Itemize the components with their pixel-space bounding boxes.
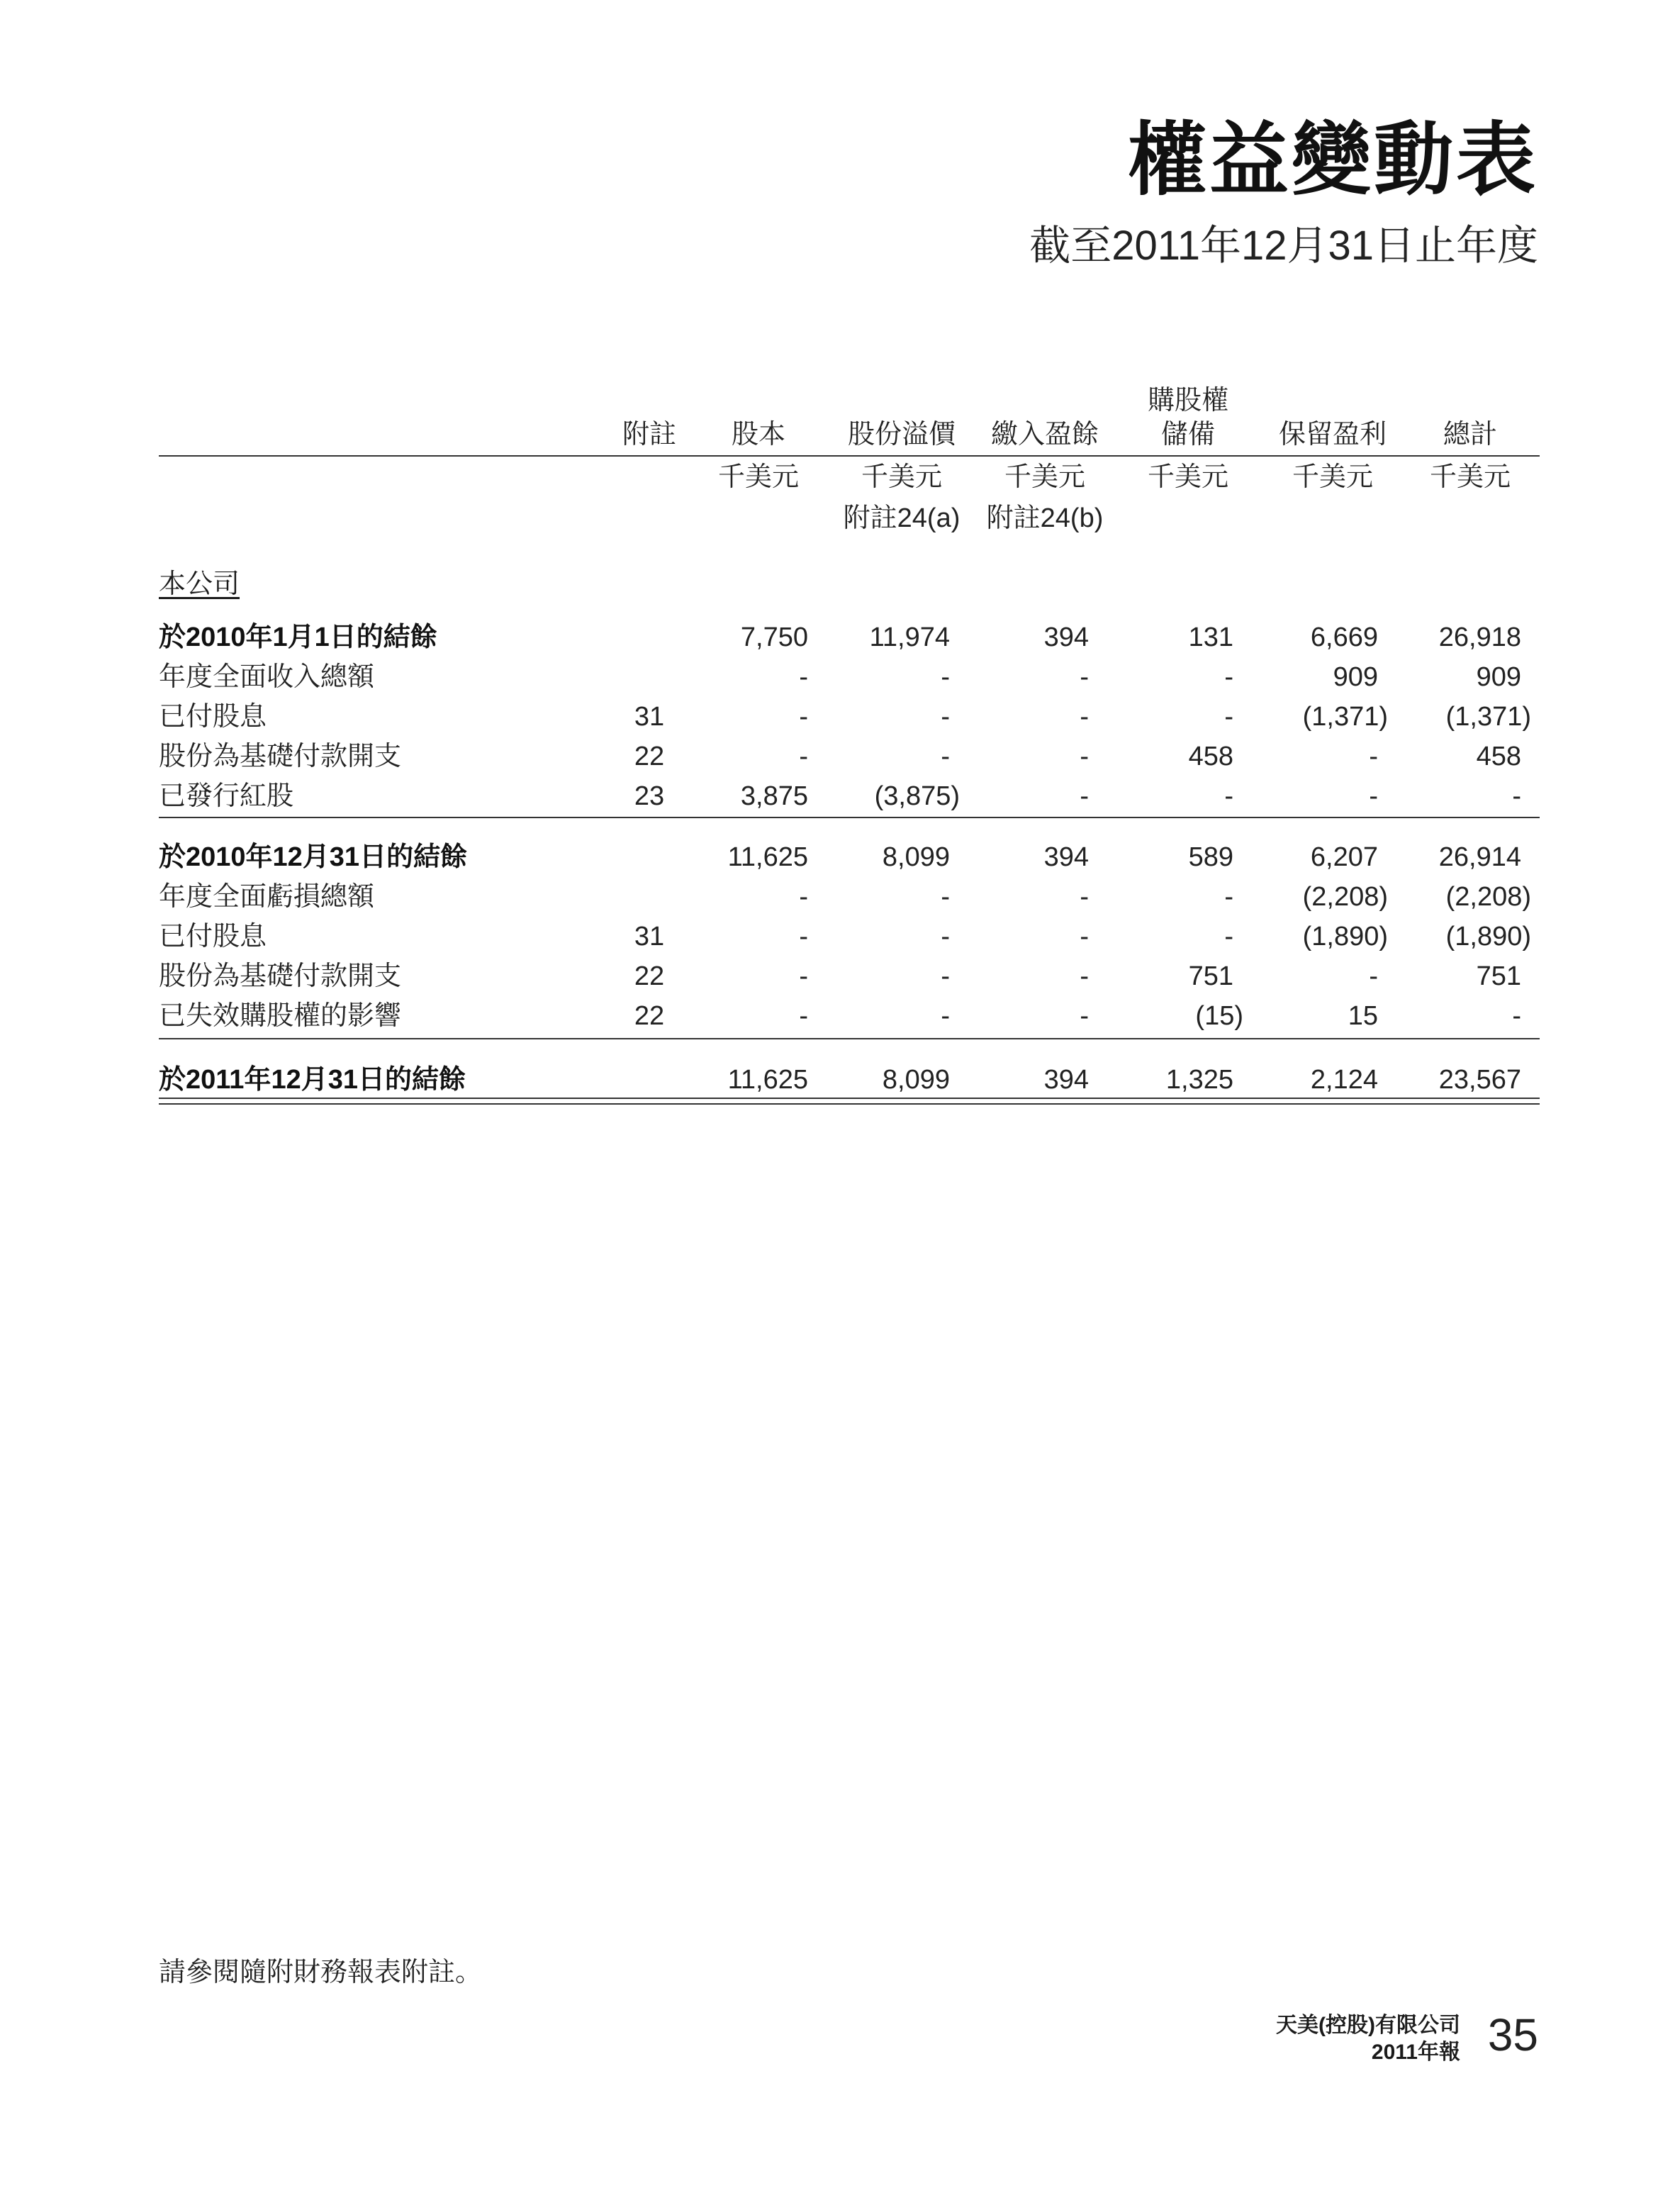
row-value: - xyxy=(1080,702,1089,732)
col-header-retained-profits: 保留盈利 xyxy=(1278,420,1387,450)
row-label: 年度全面收入總額 xyxy=(159,662,375,692)
col-header-share-premium: 股份溢價 xyxy=(847,420,956,450)
row-value: 3,875 xyxy=(740,781,808,811)
row-value: - xyxy=(1080,1001,1089,1031)
row-value: 7,750 xyxy=(740,623,808,652)
col-header-total: 總計 xyxy=(1443,420,1498,450)
col-header-share-option-reserve-line2: 儲備 xyxy=(1160,420,1216,450)
row-label: 已付股息 xyxy=(159,922,267,951)
row-value: - xyxy=(941,882,950,912)
row-value: (1,890) xyxy=(1445,922,1531,951)
row-value: 131 xyxy=(1188,623,1233,652)
row-value: - xyxy=(799,662,808,692)
total-double-rule xyxy=(159,1098,1540,1105)
row-value: 458 xyxy=(1476,742,1521,771)
row-value: - xyxy=(1080,662,1089,692)
row-value: - xyxy=(799,882,808,912)
row-label: 已付股息 xyxy=(159,702,267,732)
header-rule xyxy=(159,455,1540,457)
row-value: 751 xyxy=(1188,961,1233,991)
row-value: - xyxy=(1080,742,1089,771)
unit-contributed-surplus: 千美元 xyxy=(1004,462,1086,492)
note-share-premium: 附註24(a) xyxy=(843,503,961,533)
row-value: 23,567 xyxy=(1438,1065,1521,1095)
row-label: 已發行紅股 xyxy=(159,781,294,811)
row-value: 394 xyxy=(1043,842,1089,872)
row-value: (3,875) xyxy=(874,781,960,811)
subtotal-rule-2011 xyxy=(159,1038,1540,1039)
row-value: - xyxy=(1224,781,1233,811)
row-label: 年度全面虧損總額 xyxy=(159,882,375,912)
row-value: - xyxy=(1369,742,1378,771)
row-value: - xyxy=(799,961,808,991)
subtotal-rule-2010 xyxy=(159,817,1540,818)
row-value: 11,625 xyxy=(727,1065,808,1095)
row-note: 31 xyxy=(634,922,665,951)
row-value: (1,890) xyxy=(1302,922,1388,951)
note-contributed-surplus: 附註24(b) xyxy=(986,503,1104,533)
row-value: 6,669 xyxy=(1310,623,1378,652)
row-value: (1,371) xyxy=(1445,702,1531,732)
row-value: - xyxy=(941,922,950,951)
unit-share-premium: 千美元 xyxy=(861,462,943,492)
row-value: 26,914 xyxy=(1438,842,1521,872)
row-value: - xyxy=(941,961,950,991)
row-value: - xyxy=(1512,781,1521,811)
col-header-share-capital: 股本 xyxy=(731,420,786,450)
unit-total: 千美元 xyxy=(1429,462,1511,492)
page-subtitle: 截至2011年12月31日止年度 xyxy=(1029,223,1538,269)
page-title: 權益變動表 xyxy=(1127,116,1538,204)
row-note: 23 xyxy=(634,781,665,811)
row-note: 22 xyxy=(634,961,665,991)
row-note: 31 xyxy=(634,702,665,732)
row-value: 394 xyxy=(1043,1065,1089,1095)
footnote: 請參閱隨附財務報表附註。 xyxy=(159,1958,483,1987)
row-label: 股份為基礎付款開支 xyxy=(159,961,402,991)
row-value: - xyxy=(799,922,808,951)
row-value: (1,371) xyxy=(1302,702,1388,732)
row-value: - xyxy=(1512,1001,1521,1031)
row-value: - xyxy=(1080,922,1089,951)
row-value: 8,099 xyxy=(882,1065,950,1095)
row-label: 於2010年12月31日的結餘 xyxy=(159,842,468,872)
row-value: 11,625 xyxy=(727,842,808,872)
unit-share-capital: 千美元 xyxy=(717,462,800,492)
row-value: (2,208) xyxy=(1445,882,1531,912)
row-label: 股份為基礎付款開支 xyxy=(159,742,402,771)
row-value: - xyxy=(1224,882,1233,912)
unit-share-option-reserve: 千美元 xyxy=(1147,462,1229,492)
row-value: 458 xyxy=(1188,742,1233,771)
row-value: - xyxy=(799,702,808,732)
row-value: 26,918 xyxy=(1438,623,1521,652)
row-value: 8,099 xyxy=(882,842,950,872)
row-value: 394 xyxy=(1043,623,1089,652)
row-label: 已失效購股權的影響 xyxy=(159,1001,402,1031)
row-value: 15 xyxy=(1348,1001,1378,1031)
row-value: - xyxy=(941,742,950,771)
row-value: - xyxy=(941,702,950,732)
row-value: - xyxy=(941,1001,950,1031)
row-value: 751 xyxy=(1476,961,1521,991)
row-value: - xyxy=(1369,961,1378,991)
row-value: 909 xyxy=(1476,662,1521,692)
page-number: 35 xyxy=(1487,2009,1538,2060)
row-value: 2,124 xyxy=(1310,1065,1378,1095)
col-header-share-option-reserve-line1: 購股權 xyxy=(1147,386,1229,415)
row-value: 589 xyxy=(1188,842,1233,872)
row-value: - xyxy=(1224,702,1233,732)
row-value: 909 xyxy=(1333,662,1378,692)
row-value: - xyxy=(1224,922,1233,951)
col-header-contributed-surplus: 繳入盈餘 xyxy=(990,420,1099,450)
row-value: (2,208) xyxy=(1302,882,1388,912)
row-value: (15) xyxy=(1195,1001,1243,1031)
row-value: - xyxy=(941,662,950,692)
col-header-note: 附註 xyxy=(622,420,677,450)
row-value: - xyxy=(799,742,808,771)
row-value: 11,974 xyxy=(869,623,950,652)
footer-company: 天美(控股)有限公司 xyxy=(1276,2014,1460,2037)
row-note: 22 xyxy=(634,742,665,771)
section-title: 本公司 xyxy=(159,569,240,599)
row-value: 1,325 xyxy=(1165,1065,1233,1095)
row-note: 22 xyxy=(634,1001,665,1031)
row-value: - xyxy=(1369,781,1378,811)
row-value: - xyxy=(1224,662,1233,692)
row-label: 於2010年1月1日的結餘 xyxy=(159,623,437,652)
footer-report: 2011年報 xyxy=(1371,2041,1460,2064)
row-value: - xyxy=(799,1001,808,1031)
row-value: - xyxy=(1080,882,1089,912)
row-value: - xyxy=(1080,781,1089,811)
row-label: 於2011年12月31日的結餘 xyxy=(159,1065,466,1095)
row-value: - xyxy=(1080,961,1089,991)
unit-retained-profits: 千美元 xyxy=(1292,462,1374,492)
row-value: 6,207 xyxy=(1310,842,1378,872)
